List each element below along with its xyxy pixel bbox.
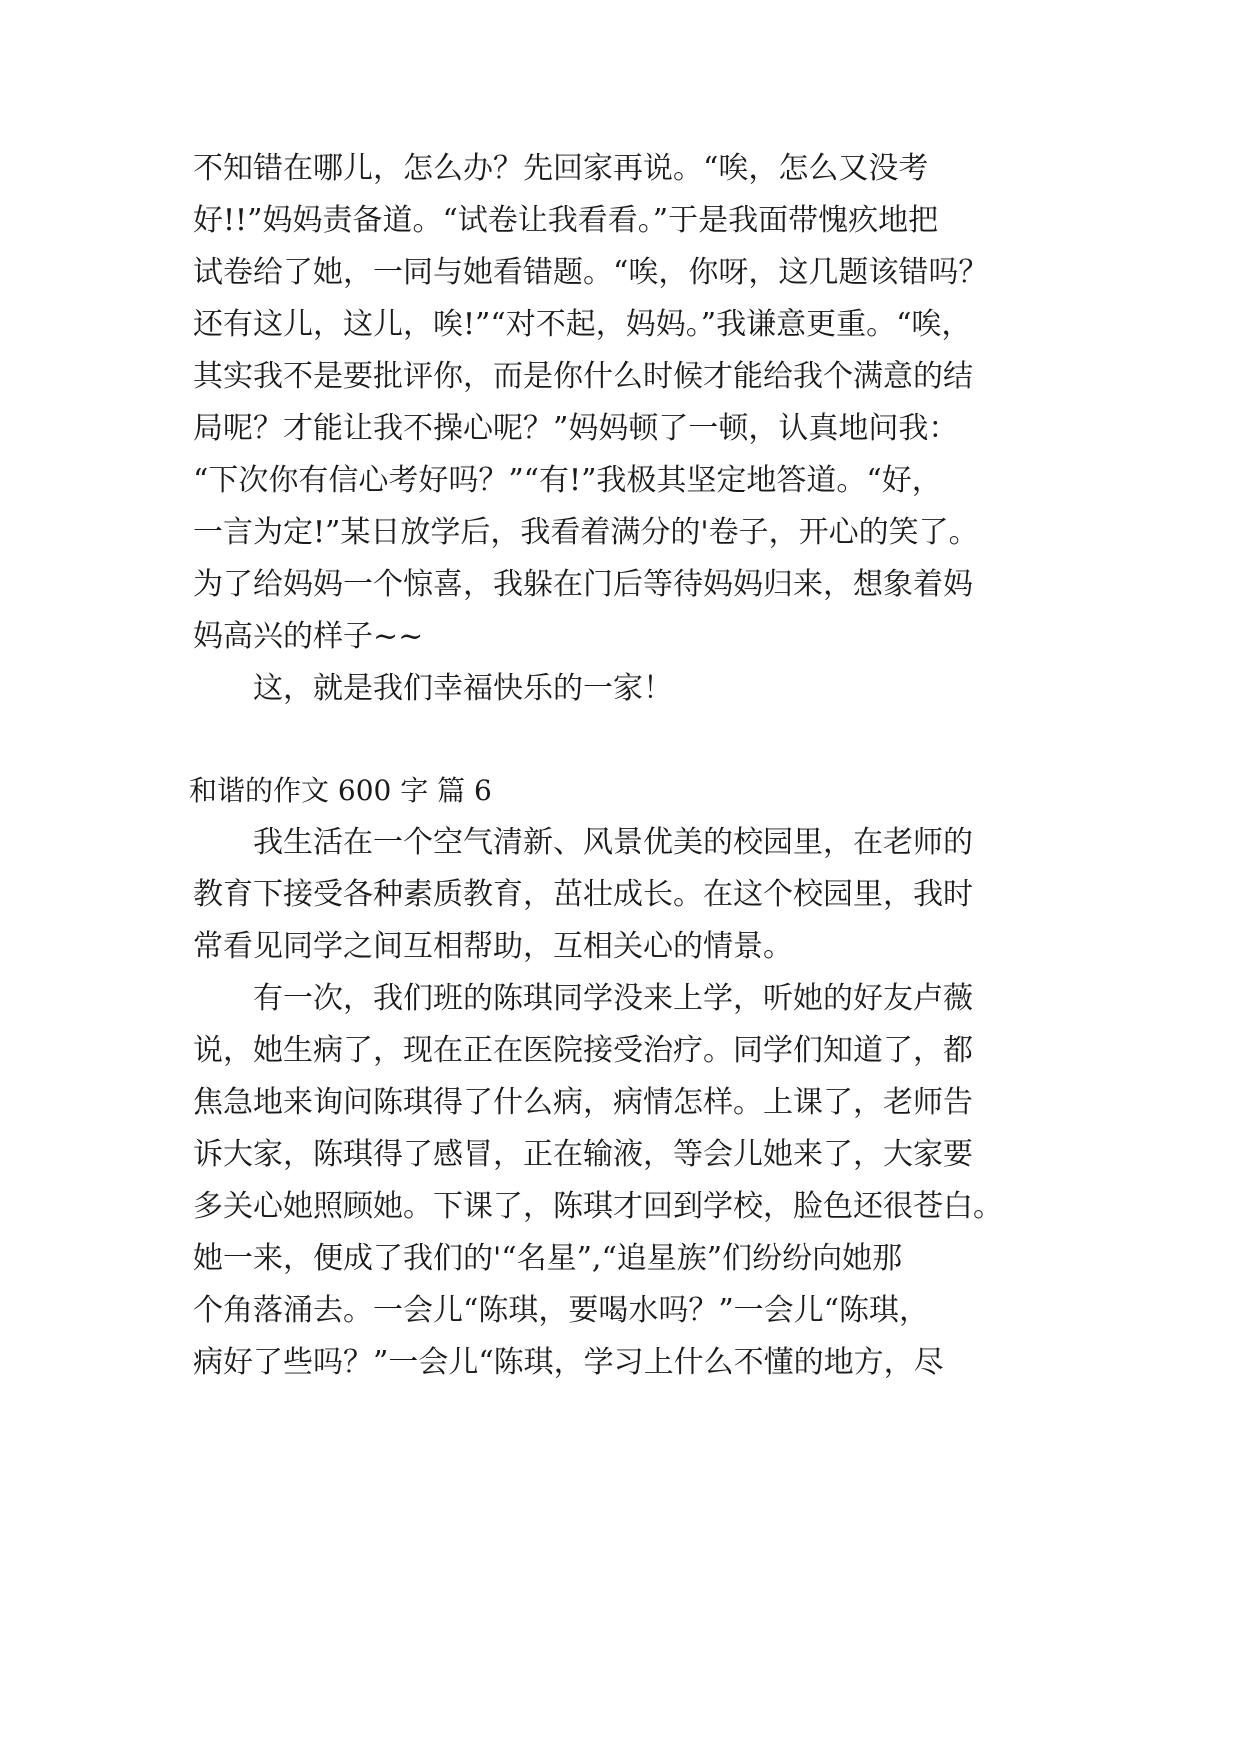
text-line: 妈高兴的样子~~ (193, 619, 424, 654)
text-line: 个角落涌去。一会儿“陈琪，要喝水吗？”一会儿“陈琪， (193, 1293, 930, 1328)
closing-line: 这，就是我们幸福快乐的一家！ (253, 671, 673, 706)
text-line: 其实我不是要批评你，而是你什么时候才能给我个满意的结 (193, 359, 973, 394)
text-line: 好!!”妈妈责备道。“试卷让我看看。”于是我面带愧疚地把 (193, 203, 939, 238)
text-line: 有一次，我们班的陈琪同学没来上学，听她的好友卢薇 (253, 981, 973, 1016)
text-line: 焦急地来询问陈琪得了什么病，病情怎样。上课了，老师告 (193, 1085, 973, 1120)
text-line: 常看见同学之间互相帮助，互相关心的情景。 (193, 929, 793, 964)
text-line: 多关心她照顾她。下课了，陈琪才回到学校，脸色还很苍白。 (193, 1189, 1003, 1224)
section-title: 和谐的作文 600 字 篇 6 (189, 774, 492, 807)
text-line: 我生活在一个空气清新、风景优美的校园里，在老师的 (253, 825, 973, 860)
text-line: 一言为定!”某日放学后，我看着满分的'卷子，开心的笑了。 (193, 515, 979, 550)
text-line: 她一来，便成了我们的'“名星”,“追星族”们纷纷向她那 (193, 1241, 903, 1276)
text-line: 为了给妈妈一个惊喜，我躲在门后等待妈妈归来，想象着妈 (193, 567, 973, 602)
text-line: 不知错在哪儿，怎么办？先回家再说。“唉，怎么又没考 (193, 151, 929, 186)
text-line: 诉大家，陈琪得了感冒，正在输液，等会儿她来了，大家要 (193, 1137, 973, 1172)
text-line: 局呢？才能让我不操心呢？”妈妈顿了一顿，认真地问我： (193, 411, 959, 446)
text-line: 试卷给了她，一同与她看错题。“唉，你呀，这几题该错吗？ (193, 255, 989, 290)
text-line: 还有这儿，这儿，唉!”“对不起，妈妈。”我谦意更重。“唉， (193, 307, 972, 342)
text-line: 病好了些吗？”一会儿“陈琪，学习上什么不懂的地方，尽 (193, 1345, 944, 1380)
text-line: 说，她生病了，现在正在医院接受治疗。同学们知道了，都 (193, 1033, 973, 1068)
text-line: “下次你有信心考好吗？”“有!”我极其坚定地答道。“好， (193, 463, 942, 498)
text-line: 教育下接受各种素质教育，茁壮成长。在这个校园里，我时 (193, 877, 973, 912)
